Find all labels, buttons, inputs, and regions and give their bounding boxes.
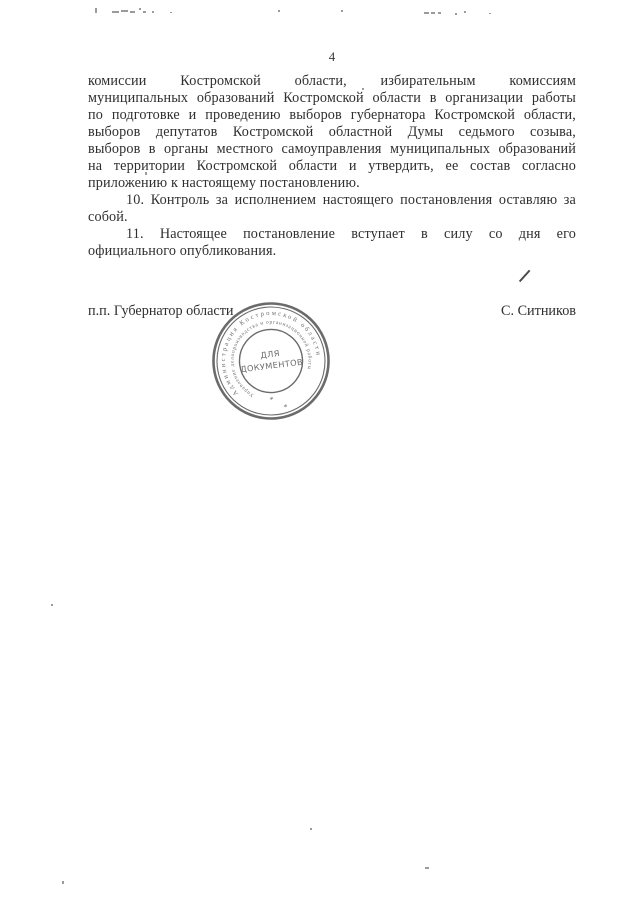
body-line: комиссии Костромской области, избирательным комиссиям xyxy=(88,73,576,89)
paragraph-continuation xyxy=(88,73,576,192)
scan-noise xyxy=(489,13,491,14)
scan-noise xyxy=(51,604,53,606)
stamp-center-text-line2: ДОКУМЕНТОВ xyxy=(239,356,304,375)
body-line: муниципальных образований Костромской области в организации работы xyxy=(88,90,576,106)
scan-noise xyxy=(139,8,141,10)
body-line: приложению к настоящему постановлению. xyxy=(88,175,360,191)
scan-noise xyxy=(310,828,312,830)
signer-title: п.п. Губернатор области xyxy=(88,303,234,319)
star-separator-icon: * xyxy=(283,402,289,412)
stamp-outer-ring-text: Администрация Костромской области xyxy=(219,309,322,397)
body-line: выборов депутатов Костромской областной Думы седьмого созыва, xyxy=(88,124,576,140)
body-line: 10. Контроль за исполнением настоящего постановления оставляю за xyxy=(126,192,576,208)
scan-noise xyxy=(438,12,441,14)
scan-noise xyxy=(112,11,119,13)
body-line: выборов в органы местного самоуправления муниципальных образований xyxy=(88,141,576,157)
signer-name: С. Ситников xyxy=(501,303,576,319)
scan-noise xyxy=(455,13,457,15)
body-line: по подготовке и проведению выборов губернатора Костромской области, xyxy=(88,107,576,123)
scan-noise xyxy=(464,11,466,13)
scan-noise xyxy=(130,11,135,13)
paragraph-10 xyxy=(88,192,576,226)
body-line: собой. xyxy=(88,209,128,225)
document-body xyxy=(88,73,576,260)
scan-noise xyxy=(431,12,435,14)
scan-noise xyxy=(143,11,146,13)
scan-noise xyxy=(341,10,343,12)
scan-noise xyxy=(95,8,97,13)
scan-noise xyxy=(424,12,429,14)
scan-noise xyxy=(170,12,172,13)
pen-mark xyxy=(519,270,530,282)
star-separator-icon: * xyxy=(269,394,275,405)
stamp-inner-ring-text: Управление делопроизводства и организационной работы xyxy=(229,319,313,398)
scan-noise xyxy=(121,10,128,12)
official-stamp xyxy=(208,298,334,424)
body-line: 11. Настоящее постановление вступает в силу со дня его xyxy=(126,226,576,242)
paragraph-11 xyxy=(88,226,576,260)
body-line: официального опубликования. xyxy=(88,243,277,259)
scan-noise xyxy=(278,10,280,12)
scan-noise xyxy=(425,867,429,869)
stamp-center-text-line1: ДЛЯ xyxy=(259,347,281,361)
body-line: на территории Костромской области и утвердить, ее состав согласно xyxy=(88,158,576,174)
scan-noise xyxy=(152,11,154,13)
page-number: 4 xyxy=(328,49,336,64)
scan-noise xyxy=(62,881,64,884)
